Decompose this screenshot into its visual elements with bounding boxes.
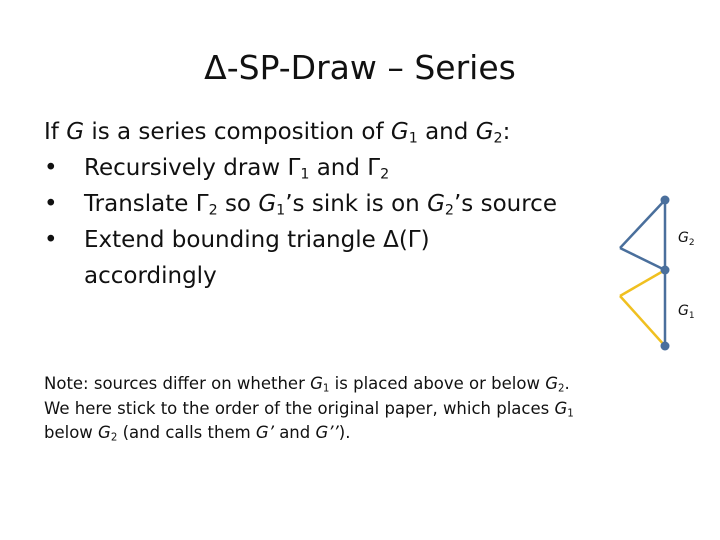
bullet-marker: •	[44, 155, 58, 181]
intro-mid: is a series composition of	[84, 119, 391, 145]
subscript: 1	[276, 202, 286, 219]
bullet-item-3	[44, 222, 624, 258]
note-line-1	[44, 372, 684, 397]
var-g1: G	[390, 119, 409, 145]
subscript: 2	[110, 432, 118, 444]
var-g2: G	[98, 423, 111, 442]
note-text: .	[564, 374, 570, 393]
var-g-double-prime: G’’	[315, 423, 339, 442]
subscript: 1	[322, 383, 330, 395]
g2-edge-left	[620, 200, 665, 248]
var-g1-sub: 1	[408, 130, 418, 147]
bullet-text-part: ’s sink is on	[285, 191, 428, 217]
subscript: 2	[380, 166, 390, 183]
page-title: Δ-SP-Draw – Series	[204, 48, 516, 87]
note-line-2	[44, 397, 684, 422]
var-g2: G	[427, 191, 445, 217]
var-g1: G	[258, 191, 277, 217]
bullet-text	[84, 150, 389, 186]
subscript: 1	[567, 408, 574, 420]
node-bottom	[661, 342, 670, 351]
bullet-item-2	[44, 186, 624, 222]
var-g1: G	[310, 374, 323, 393]
bullet-item-1	[44, 150, 624, 186]
g1-edge-lower-left	[620, 296, 665, 346]
subscript: 2	[208, 202, 218, 219]
note-text: is placed above or below	[329, 374, 546, 393]
bullet-text: Extend bounding triangle Δ(Γ)	[84, 227, 430, 253]
g2-edge-bottom	[620, 248, 665, 270]
intro-prefix: If	[44, 119, 67, 145]
bullet-text-part: Recursively draw Γ	[84, 155, 301, 181]
bullet-text-part: so	[217, 191, 259, 217]
node-top	[661, 196, 670, 205]
main-content	[44, 114, 624, 294]
var-g2: G	[475, 119, 494, 145]
node-middle	[661, 266, 670, 275]
var-g-prime: G’	[255, 423, 274, 442]
g1-edge-upper-left	[620, 270, 665, 296]
footnote	[44, 372, 684, 446]
var-g: G	[66, 119, 85, 145]
bullet-item-3-continuation: accordingly	[84, 263, 217, 289]
bullet-marker: •	[44, 191, 58, 217]
label-g1: $G_1$	[678, 303, 695, 321]
note-line-3	[44, 421, 684, 446]
note-text: Note: sources differ on whether	[44, 374, 311, 393]
var-g2: G	[545, 374, 559, 393]
bullet-text-part: and Γ	[309, 155, 381, 181]
bullet-text	[84, 186, 557, 222]
note-text: and	[273, 423, 316, 442]
series-composition-diagram	[600, 188, 710, 358]
subscript: 2	[444, 202, 454, 219]
var-g2-sub: 2	[493, 130, 503, 147]
label-g2: $G_2$	[678, 230, 695, 248]
note-text: (and calls them	[117, 423, 256, 442]
bullet-text-part: Translate Γ	[84, 191, 209, 217]
note-text: below	[44, 423, 99, 442]
subscript: 1	[300, 166, 310, 183]
subscript: 2	[558, 383, 565, 395]
bullet-marker: •	[44, 227, 58, 253]
intro-suffix: :	[502, 119, 511, 145]
bullet-text-part: ’s source	[453, 191, 557, 217]
var-g1: G	[554, 398, 568, 418]
intro-and: and	[417, 119, 476, 145]
note-text: We here stick to the order of the original paper, which places	[44, 398, 555, 418]
note-text: ).	[338, 423, 351, 442]
intro-line	[44, 114, 624, 150]
